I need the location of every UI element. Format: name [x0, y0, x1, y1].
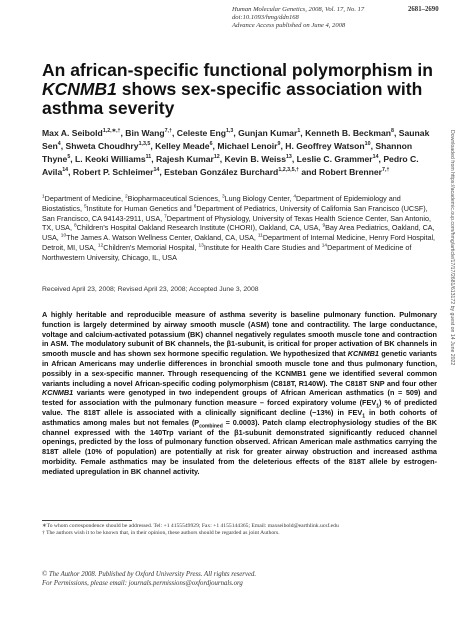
author-name: Shweta Choudhry: [65, 141, 139, 151]
author-affiliation-mark: 1,3: [225, 128, 234, 135]
affiliation-mark: 8: [73, 224, 77, 229]
affiliation-text: Department of Pediatrics, University of California San Francisco (UCSF), San Francisco, CA 94143-2911, USA,: [42, 203, 428, 223]
affiliation-mark: 5: [83, 204, 87, 210]
footnotes: [42, 523, 442, 538]
download-notice[interactable]: Downloaded from https://academic.oup.com/hmg/article/17/17/2681/613172 by guest on 14 June 2022: [449, 130, 455, 366]
affiliation-mark: 1: [42, 194, 45, 200]
author-affiliation-mark: 14: [372, 154, 379, 161]
copyright: [42, 570, 442, 589]
author-name: Robert P. Schleimer: [72, 167, 154, 177]
affiliation-mark: 6: [193, 204, 197, 210]
author-name: Esteban González Burchard: [164, 167, 279, 177]
affiliation-text: Children's Memorial Hospital,: [103, 242, 199, 252]
author-name: Rajesh Kumar: [156, 154, 214, 164]
author-name: Robert Brenner: [319, 167, 383, 177]
doi[interactable]: doi:10.1093/hmg/ddn168: [232, 14, 299, 21]
author-affiliation-mark: 8: [391, 128, 394, 135]
title-part1: An african-specific functional polymorphism in: [42, 60, 433, 80]
affiliation-mark: 9: [322, 224, 326, 229]
affiliation-text: The James A. Watson Wellness Center, Oakland, CA, USA,: [66, 233, 258, 243]
paper-title: [42, 61, 442, 118]
author-affiliation-mark: 14: [62, 167, 69, 174]
author-affiliation-mark: 10: [364, 141, 371, 148]
author-affiliation-mark: 7,†: [164, 128, 172, 135]
affiliation-mark: 11: [257, 233, 263, 239]
affiliation-mark: 14: [321, 243, 328, 249]
journal-citation: Human Molecular Genetics, 2008, Vol. 17, No. 17: [232, 6, 365, 13]
author-affiliation-mark: 14: [153, 167, 160, 174]
affiliation-text: Institute for Human Genetics and: [86, 203, 194, 213]
affiliation-text: Children's Hospital Oakland Research Institute (CHORI), Oakland, CA, USA,: [76, 223, 323, 233]
author-connector: and: [301, 167, 319, 177]
received-dates: Received April 23, 2008; Revised April 23, 2008; Accepted June 3, 2008: [42, 286, 259, 293]
author-affiliation-mark: 1,3,5: [138, 141, 151, 148]
abstract-text: ) % of predicted value. The 818T allele is associated with a clinically significant decline (−13%) in FEV: [42, 398, 437, 417]
author-name: Kenneth B. Beckman: [305, 128, 392, 138]
corresponding-author-note: ∗To whom correspondence should be addressed. Tel: +1 4155549929; Fax: +1 4155144365; Email: maxseibold@earthlink.ucsf.edu: [42, 523, 339, 529]
author-affiliation-mark: 9: [277, 141, 281, 148]
copyright-line: © The Author 2008. Published by Oxford University Press. All rights reserved.: [42, 571, 257, 578]
affiliations: [42, 194, 437, 263]
download-sidebar: [449, 130, 465, 610]
affiliation-mark: 4: [293, 194, 297, 200]
author-affiliation-mark: 1,2,∗,†: [102, 128, 121, 135]
author-name: Bin Wang: [125, 128, 165, 138]
permissions-line: For Permissions, please email: journals.permissions@oxfordjournals.org: [42, 580, 243, 588]
affiliation-text: Department of Epidemiology and Biostatistics,: [42, 194, 401, 213]
title-part2: shows sex-specific association with asthma severity: [42, 79, 423, 118]
author-name: Kelley Meade: [155, 141, 210, 151]
author-affiliation-mark: 12: [213, 154, 220, 161]
abstract-gene: KCNMB1: [42, 388, 74, 398]
author-affiliation-mark: 5: [67, 154, 71, 161]
author-name: Gunjan Kumar: [238, 128, 298, 138]
affiliation-text: Department of Internal Medicine, Henry Ford Hospital, Detroit, MI, USA,: [42, 233, 436, 252]
affiliation-text: Biopharmaceutical Sciences,: [127, 194, 222, 203]
abstract-gene: KCNMB1: [347, 349, 379, 359]
affiliation-mark: 13: [198, 243, 204, 249]
author-name: L. Keoki Williams: [75, 154, 146, 164]
affiliation-mark: 10: [60, 233, 67, 239]
equal-contribution-note: † The authors wish it to be known that, in their opinion, these authors should be regarded as joint Authors.: [42, 530, 280, 537]
author-affiliation-mark: 7,†: [382, 167, 390, 174]
affiliation-text: Lung Biology Center,: [224, 194, 294, 203]
footnote-rule: [42, 520, 132, 521]
author-name: Celeste Eng: [176, 128, 226, 138]
author-list: Max A. Seibold$^{1,2,∗,\dagger}$, Bin Wang$^{7,\dagger}$, Celeste Eng$^{1,3}$, Gunjan Kumar$^1$, Kenneth B. Beckman$^8$, Saunak Sen$^4$, Shweta Choudhry$^{1,3,5}$, Kelley Meade$^6$, Michael Lenoir$^9$, H. Geoffrey Watson$^{10}$, Shannon Thyne$^5$, L. Keoki Williams$^{11}$, Rajesh Kumar$^{12}$, Kevin B. Weiss$^{13}$, Leslie C. Grammer$^{14}$, Pedro C. Avila$^{14}$, Robert P. Schleimer$^{14}$, Esteban González Burchard$^{1,2,3,5,\dagger}$ and Robert Brenner$^{7,\dagger}$: [42, 128, 430, 177]
author-name: Shannon Thyne: [42, 141, 413, 164]
affiliation-text: Department of Medicine of Northwestern University, Chicago, IL, USA: [42, 242, 412, 262]
affiliation-text: Bay Area Pediatrics, Oakland, CA, USA,: [42, 223, 435, 243]
affiliation-text: Department of Medicine,: [44, 194, 125, 203]
author-affiliation-mark: 1: [297, 128, 301, 135]
journal-header: [232, 6, 432, 30]
author-affiliation-mark: 13: [285, 154, 292, 161]
author-name: Kevin B. Weiss: [224, 154, 286, 164]
affiliation-mark: 7: [164, 214, 167, 220]
abstract-text: variants were genotyped in two independent groups of African American asthmatics (n = 509) and tested for association with the pulmonary function measure – forced expiratory volume (FEV: [42, 388, 437, 408]
abstract-text: genetic variants in African Americans may underlie differences in bronchial smooth muscle tone and thus pulmonary function, possibly in a sex-specific manner. Through resequencing of the KCNMB1 gene we identified several common variants including a novel African-specific coding polymorphism (C818T, R140W). The C818T SNP and four other: [42, 349, 437, 388]
author-affiliation-mark: 6: [209, 141, 213, 148]
author-affiliation-mark: 11: [145, 154, 152, 161]
affiliation-mark: 3: [221, 194, 225, 200]
author-name: Max A. Seibold: [42, 128, 103, 138]
author-affiliation-mark: 1,2,3,5,†: [278, 167, 299, 174]
abstract-text: A highly heritable and reproducible measure of asthma severity is baseline pulmonary function. Pulmonary function is largely determined by airway smooth muscle (ASM) tone and contractility. The large conductance, voltage and calcium-activated potassium (BK) channel negatively regulates smooth muscle tone and contraction in ASM. The modulatory subunit of BK channels, the β1-subunit, is critical for proper activation of BK channels in smooth muscle and has shown sex hormone specific regulation. We hypothesized that: [42, 310, 437, 359]
author-affiliation-mark: 4: [57, 141, 61, 148]
author-name: Leslie C. Grammer: [296, 154, 373, 164]
author-name: Saunak Sen: [42, 128, 430, 151]
affiliation-text: Institute for Health Care Studies and: [203, 242, 322, 252]
subscript: combined: [199, 423, 223, 430]
author-name: Michael Lenoir: [217, 141, 278, 151]
affiliation-mark: 12: [97, 243, 104, 249]
subscript: 1: [376, 403, 379, 410]
abstract-text: = 0.0003). Patch clamp electrophysiology studies of the BK channel expressed with the 140Trp variant of the β1-subunit demonstrated significantly reduced channel openings, predicted by the loss of pulmonary function observed. African American male asthmatics carrying the 818T allele (10% of population) are potentially at risk for greater airway obstruction and increased asthma morbidity. Female asthmatics may be insulated from the deleterious effects of the 818T allele by estrogen-mediated upregulation in BK channel activity.: [42, 417, 437, 476]
advance-access: Advance Access published on June 4, 2008: [232, 22, 346, 29]
title-gene: KCNMB1: [42, 79, 117, 99]
subscript: 1: [362, 413, 365, 420]
page-range: 2681–2690: [408, 6, 439, 13]
author-name: Pedro C. Avila: [42, 154, 419, 177]
affiliation-mark: 2: [124, 194, 128, 200]
abstract-text: in both cohorts of asthmatics among males but not females (P: [42, 407, 437, 427]
abstract: [42, 310, 437, 477]
affiliation-text: Department of Physiology, University of Texas Health Science Center, San Antonio, TX, USA,: [42, 213, 432, 233]
author-name: H. Geoffrey Watson: [285, 141, 365, 151]
